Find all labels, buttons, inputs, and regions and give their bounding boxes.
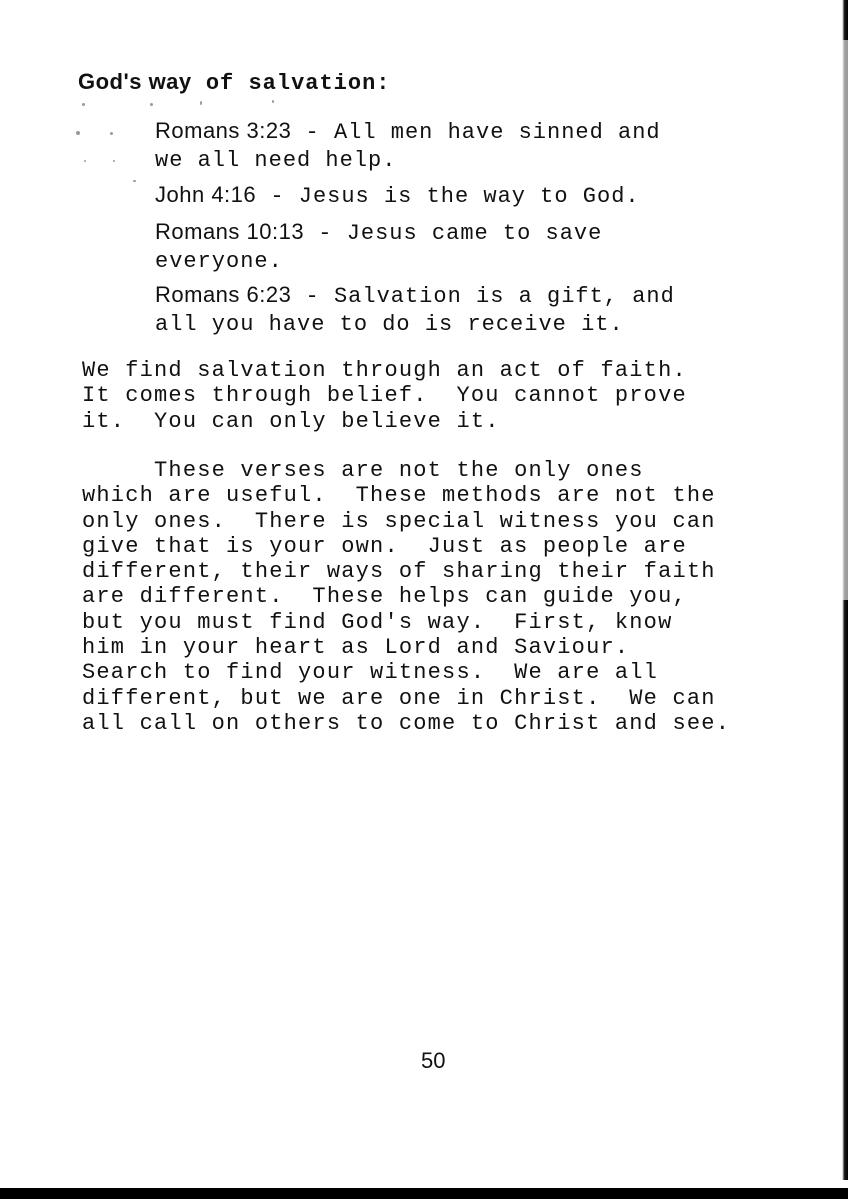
verse-text: we all need help.: [155, 148, 397, 173]
verse-reference: Romans 3:23: [155, 118, 292, 143]
paragraph-line: him in your heart as Lord and Saviour.: [82, 635, 630, 661]
paragraph-faith: [82, 358, 687, 434]
scan-edge-bottom: [0, 1188, 848, 1199]
verse-item-romans-3-23: [155, 117, 661, 174]
verse-text: - Jesus is the way to God.: [256, 184, 640, 209]
section-heading: [78, 68, 391, 97]
paragraph-line: which are useful. These methods are not the: [82, 483, 716, 509]
paragraph-line: only ones. There is special witness you can: [82, 508, 716, 534]
paragraph-line: give that is your own. Just as people are: [82, 533, 687, 559]
paragraph-line: but you must find God's way. First, know: [82, 609, 673, 635]
verse-text: all you have to do is receive it.: [155, 312, 624, 337]
paragraph-line: These verses are not the only ones: [82, 458, 644, 483]
verse-reference: John 4:16: [155, 182, 257, 207]
heading-lead: God's way: [78, 69, 192, 94]
scan-speck: [76, 131, 80, 135]
paragraph-line: different, but we are one in Christ. We can: [82, 685, 716, 711]
page-number: 50: [421, 1048, 446, 1073]
scan-speck: [82, 103, 85, 106]
paragraph-witness: [82, 458, 730, 736]
paragraph-line: It comes through belief. You cannot prove: [82, 383, 687, 409]
verse-text: - Salvation is a gift, and: [291, 284, 675, 309]
verse-item-romans-6-23: [155, 281, 675, 338]
paragraph-line: Search to find your witness. We are all: [82, 660, 659, 686]
paragraph-line: We find salvation through an act of faith.: [82, 358, 687, 383]
verse-text: - All men have sinned and: [291, 120, 661, 145]
verse-reference: Romans 6:23: [155, 282, 292, 307]
scan-speck: [113, 160, 115, 162]
paragraph-line: are different. These helps can guide you,: [82, 584, 687, 610]
verse-reference: Romans 10:13: [155, 219, 305, 244]
verse-item-romans-10-13: [155, 218, 602, 275]
scan-speck: [133, 180, 136, 182]
paragraph-line: all call on others to come to Christ and see.: [82, 710, 731, 736]
scan-edge-right-fade: [842, 40, 848, 600]
verse-item-john-4-16: [155, 181, 640, 211]
scan-speck: [150, 103, 153, 106]
scan-speck: [200, 101, 202, 105]
scan-speck: [272, 100, 274, 103]
paragraph-line: different, their ways of sharing their faith: [82, 559, 716, 585]
verse-text: everyone.: [155, 249, 283, 274]
scan-speck: [84, 160, 86, 162]
paragraph-line: it. You can only believe it.: [82, 408, 500, 434]
scan-speck: [110, 132, 113, 135]
verse-text: - Jesus came to save: [304, 221, 603, 246]
heading-rest: of salvation:: [191, 71, 391, 96]
